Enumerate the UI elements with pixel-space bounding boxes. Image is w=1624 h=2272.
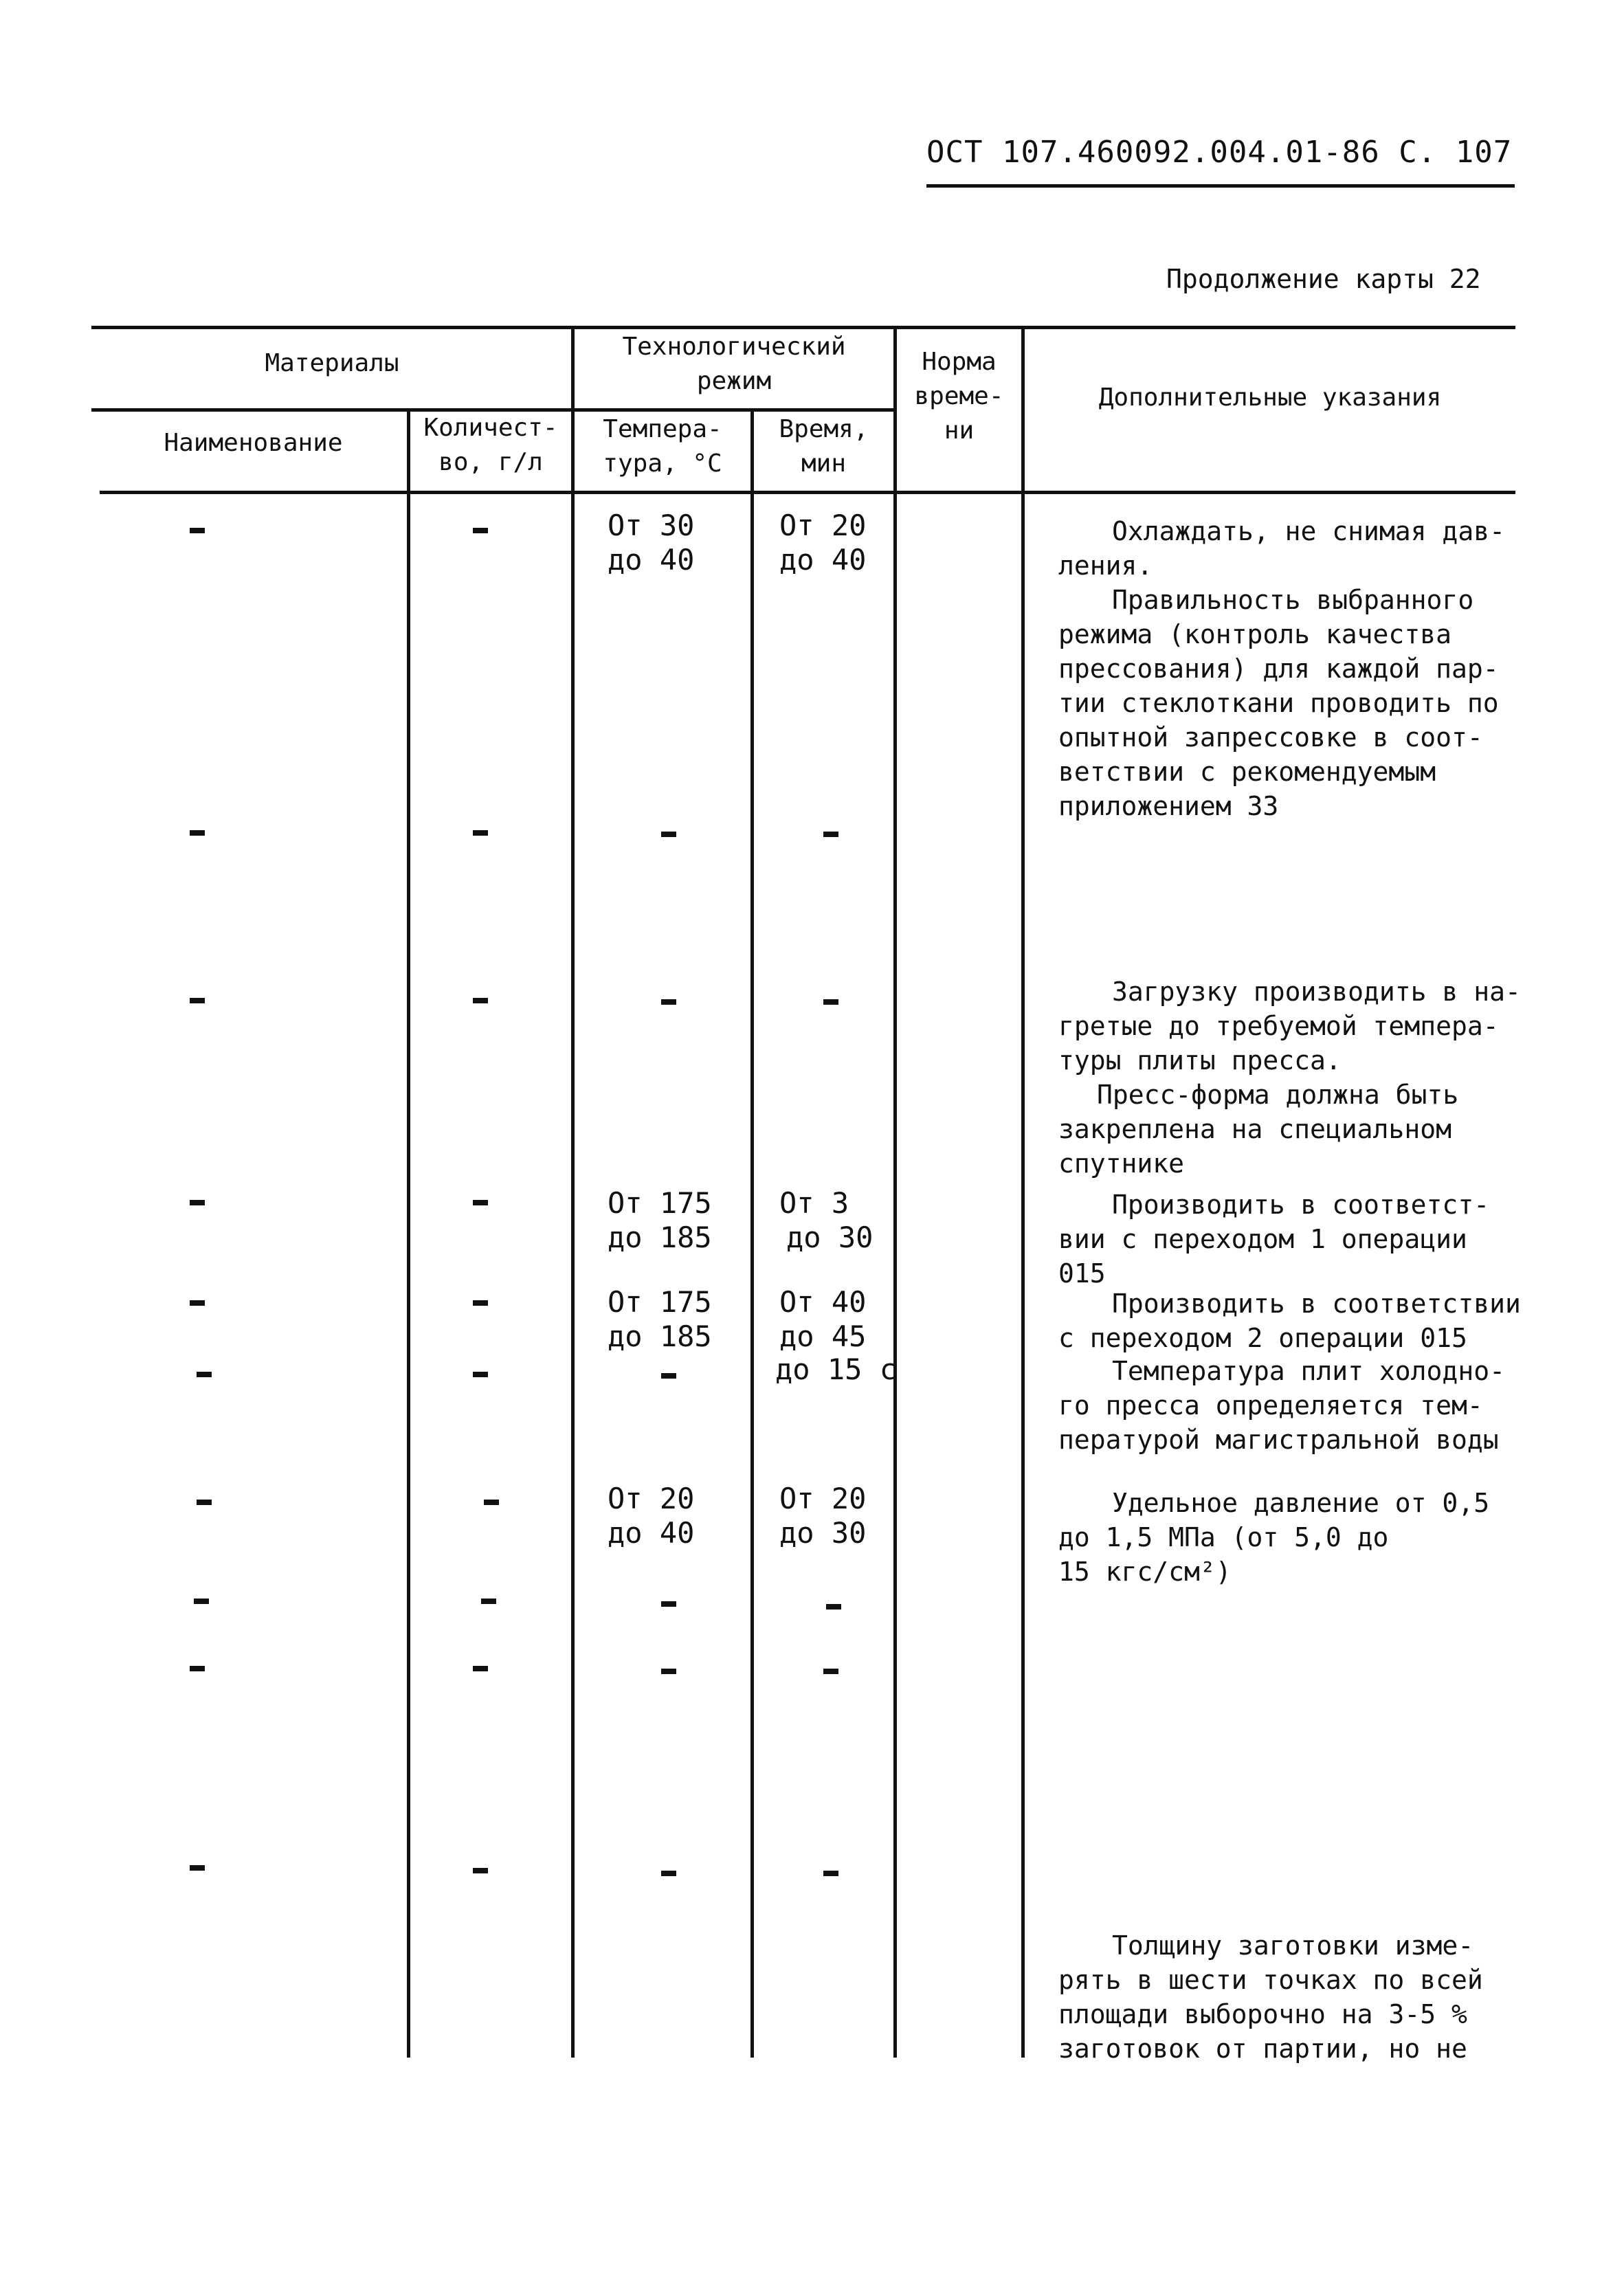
cell-r4-time: От 3 до 30	[779, 1186, 874, 1254]
dash-r1-name	[190, 528, 205, 533]
dash-r2-time	[823, 832, 838, 837]
header-instructions: Дополнительные указания	[1098, 383, 1442, 412]
dash-r8-qty	[481, 1599, 496, 1604]
dash-r9-qty	[473, 1666, 488, 1671]
column-divider-temperature	[571, 326, 575, 2058]
header-bottom-rule	[100, 491, 1515, 494]
column-divider-time	[750, 408, 754, 2058]
header-name: Наименование	[164, 429, 343, 457]
header-quantity: Количест- во, г/л	[423, 414, 558, 476]
header-time-norm: Норма време- ни	[914, 348, 1004, 445]
dash-r1-qty	[473, 528, 488, 533]
dash-r3-temp	[661, 999, 676, 1005]
dash-r7-qty	[484, 1500, 499, 1505]
dash-r6-qty	[473, 1372, 488, 1377]
cell-r4-temperature: От 175 до 185	[608, 1186, 712, 1254]
dash-r8-name	[194, 1599, 209, 1604]
dash-r10-name	[190, 1865, 205, 1871]
header-time: Время, мин	[779, 415, 869, 478]
continuation-label: Продолжение карты 22	[1166, 264, 1481, 294]
dash-r3-time	[823, 999, 838, 1005]
dash-r2-temp	[661, 832, 676, 837]
dash-r7-name	[197, 1500, 212, 1505]
document-number: ОСТ 107.460092.004.01-86 С. 107	[926, 135, 1513, 170]
dash-r8-temp	[661, 1601, 676, 1607]
cell-r7-time: От 20 до 30	[779, 1482, 867, 1550]
note-r1: Охлаждать, не снимая дав- ления. Правильность выбранного режима (контроль качества прессования) для каждой пар- тии стеклоткани проводить по опытной запрессовке в соот- ветствии с рекомендуемым приложением 33	[1058, 516, 1505, 821]
dash-r4-name	[190, 1200, 205, 1205]
column-divider-norm	[893, 326, 897, 2058]
note-r6: Температура плит холодно- го пресса определяется тем- пературой магистральной воды	[1058, 1356, 1505, 1455]
dash-r6-name	[197, 1372, 212, 1377]
dash-r9-name	[190, 1666, 205, 1671]
cell-r7-temperature: От 20 до 40	[608, 1482, 695, 1550]
header-rule	[926, 184, 1515, 188]
dash-r2-name	[190, 830, 205, 836]
cell-r5-time: От 40 до 45	[779, 1285, 867, 1353]
cell-r6-time: до 15 с	[775, 1352, 898, 1386]
dash-r8-time	[826, 1604, 841, 1610]
dash-r5-name	[190, 1300, 205, 1306]
note-r4: Производить в соответст- вии с переходом 1 операции 015	[1058, 1190, 1490, 1289]
dash-r3-name	[190, 998, 205, 1003]
dash-r10-time	[823, 1871, 838, 1876]
cell-r1-time: От 20 до 40	[779, 509, 867, 577]
note-r10: Толщину заготовки изме- рять в шести точках по всей площади выборочно на 3-5 % заготовок от партии, но не	[1058, 1930, 1483, 2064]
dash-r9-time	[823, 1669, 838, 1674]
column-divider-instructions	[1021, 326, 1025, 2058]
note-r5: Производить в соответствии с переходом 2 операции 015	[1058, 1289, 1521, 1353]
dash-r9-temp	[661, 1669, 676, 1674]
table-top-rule	[91, 326, 1515, 329]
dash-r10-qty	[473, 1868, 488, 1873]
cell-r5-temperature: От 175 до 185	[608, 1285, 712, 1353]
dash-r4-qty	[473, 1200, 488, 1205]
cell-r1-temperature: От 30 до 40	[608, 509, 695, 577]
dash-r2-qty	[473, 830, 488, 836]
header-temperature: Темпера- тура, °С	[603, 415, 722, 478]
dash-r3-qty	[473, 998, 488, 1003]
note-r7: Удельное давление от 0,5 до 1,5 МПа (от 5,0 до 15 кгс/см²)	[1058, 1488, 1490, 1587]
dash-r10-temp	[661, 1871, 676, 1876]
header-materials: Материалы	[265, 349, 399, 377]
dash-r6-temp	[661, 1373, 676, 1379]
note-r3: Загрузку производить в на- гретые до требуемой темпера- туры плиты пресса. Пресс-форма должна быть закреплена на специальном спутнике	[1058, 977, 1521, 1179]
header-tech-mode: Технологический режим	[622, 333, 846, 395]
column-divider-quantity	[407, 408, 410, 2058]
dash-r5-qty	[473, 1300, 488, 1306]
